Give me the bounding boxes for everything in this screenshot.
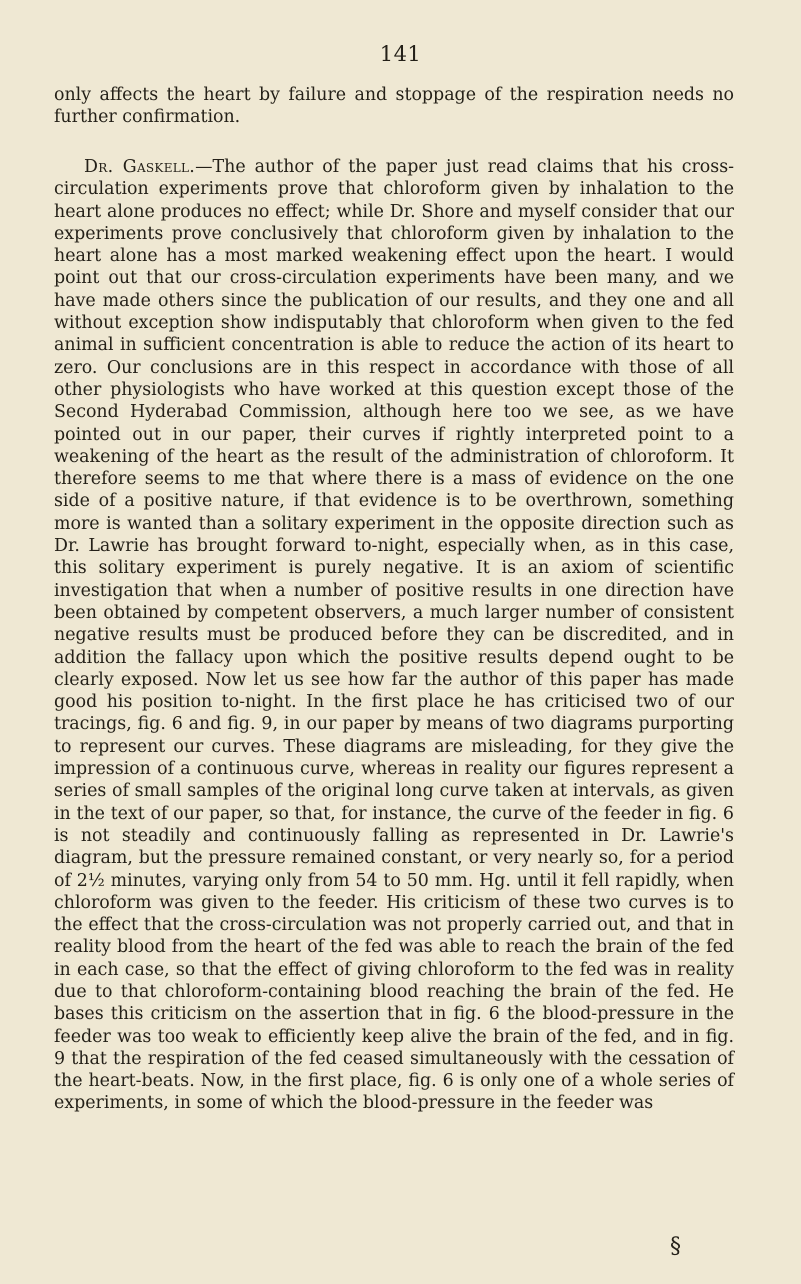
signature-mark: § [670, 1234, 681, 1259]
paragraph-gaskell-remarks [54, 156, 734, 1115]
paragraph-text: —The author of the paper just read claims that his cross-circulation experiments prove that chloroform given by inhalation to the heart alone produces no effect; while Dr. Shore and myself consider that our experiments prove conclusively that chloroform given by inhalation to the heart alone has a most marked weakening effect upon the heart. I would point out that our cross-circulation experiments have been many, and we have made others since the publication of our results, and they one and all without exception show indisputably that chloroform when given to the fed animal in sufficient concentration is able to reduce the action of its heart to zero. Our conclusions are in this respect in accordance with those of all other physiologists who have worked at this question except those of the Second Hyderabad Commission, although here too we see, as we have pointed out in our paper, their curves if rightly interpreted point to a weakening of the heart as the result of the administration of chloroform. It therefore seems to me that where there is a mass of evidence on the one side of a positive nature, if that evidence is to be overthrown, something more is wanted than a solitary experiment in the opposite direction such as Dr. Lawrie has brought forward to-night, especially when, as in this case, this solitary experiment is purely negative. It is an axiom of scientific investigation that when a number of positive results in one direction have been obtained by competent observers, a much larger number of consistent negative results must be produced before they can be discredited, and in addition the fallacy upon which the positive results depend ought to be clearly exposed. Now let us see how far the author of this paper has made good his position to-night. In the first place he has criticised two of our tracings, fig. 6 and fig. 9, in our paper by means of two diagrams purporting to represent our curves. These diagrams are misleading, for they give the impression of a continuous curve, whereas in reality our figures represent a series of small samples of the original long curve taken at intervals, as given in the text of our paper, so that, for instance, the curve of the feeder in fig. 6 is not steadily and continuously falling as represented in Dr. Lawrie's diagram, but the pressure remained constant, or very nearly so, for a period of 2½ minutes, varying only from 54 to 50 mm. Hg. until it fell rapidly, when chloroform was given to the feeder. His criticism of these two curves is to the effect that the cross-circulation was not properly carried out, and that in reality blood from the heart of the fed was able to reach the brain of the fed in each case, so that the effect of giving chloroform to the fed was in reality due to that chloroform-containing blood reaching the brain of the fed. He bases this criticism on the assertion that in fig. 6 the blood-pressure in the feeder was too weak to efficiently keep alive the brain of the fed, and in fig. 9 that the respiration of the fed ceased simultaneously with the cessation of the heart-beats. Now, in the first place, fig. 6 is only one of a whole series of experiments, in some of which the blood-pressure in the feeder was [54, 157, 734, 1114]
paragraph-continuation [54, 84, 734, 129]
page-number: 141 [379, 42, 422, 66]
speaker-name: Dr. Gaskell. [84, 157, 196, 177]
paragraph-text: only affects the heart by failure and stoppage of the respiration needs no further confirmation. [54, 85, 734, 128]
